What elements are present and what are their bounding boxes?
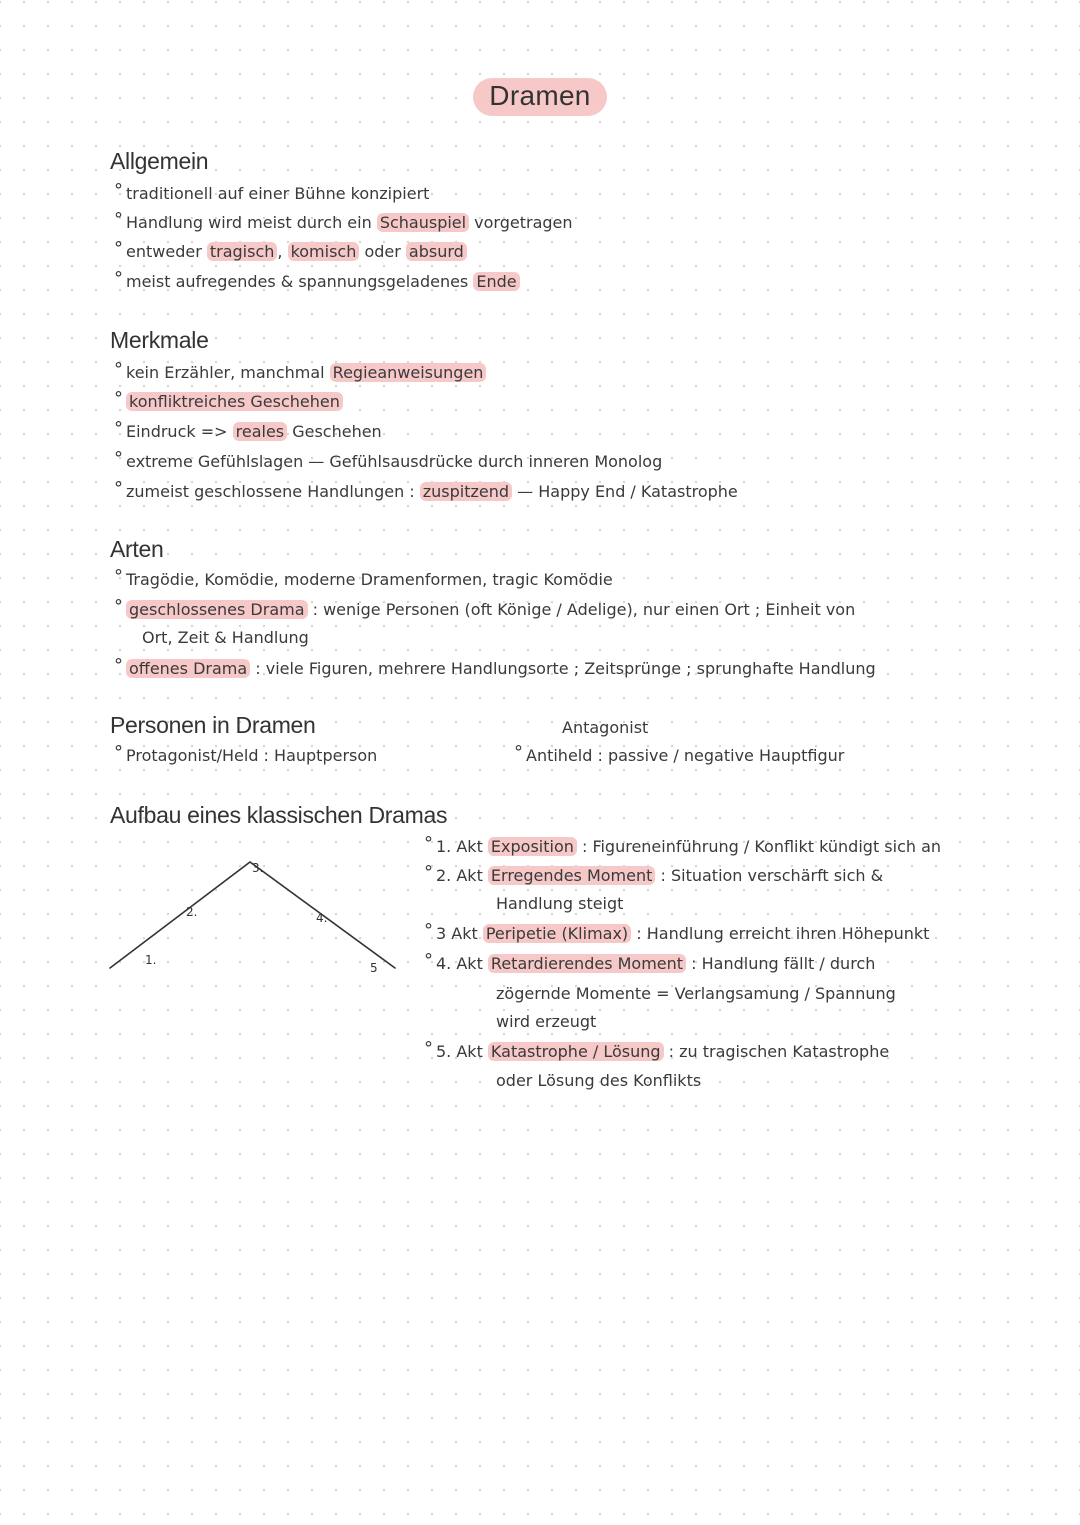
allgemein-bullet-3: [126, 242, 467, 262]
akt-4: [436, 954, 875, 974]
merkmale-bullet-1: [126, 363, 486, 383]
text: entweder: [126, 242, 207, 261]
highlight: reales: [233, 422, 288, 441]
highlight: Erregendes Moment: [488, 866, 655, 885]
highlight: Ende: [473, 272, 519, 291]
text: : Situation verschärft sich &: [655, 866, 884, 885]
text: : Handlung fällt / durch: [686, 954, 876, 973]
arten-bullet-1: ° Tragödie, Komödie, moderne Dramenformen, tragic Komödie: [126, 570, 613, 590]
text: 2. Akt: [436, 866, 488, 885]
freytag-pyramid-diagram: [100, 850, 410, 980]
text: Handlung wird meist durch ein: [126, 213, 377, 232]
merkmale-bullet-4: ° extreme Gefühlslagen — Gefühlsausdrücke durch inneren Monolog: [126, 452, 662, 472]
akt-3: [436, 924, 929, 944]
personen-protagonist: ° Protagonist/Held : Hauptperson: [126, 746, 377, 766]
text: — Happy End / Katastrophe: [512, 482, 738, 501]
highlight: offenes Drama: [126, 659, 250, 678]
text: : wenige Personen (oft Könige / Adelige), nur einen Ort ; Einheit von: [307, 600, 856, 619]
text: 3 Akt: [436, 924, 483, 943]
text: : Figureneinführung / Konflikt kündigt sich an: [576, 837, 942, 856]
allgemein-bullet-4: [126, 272, 520, 292]
section-heading-allgemein: Allgemein: [110, 148, 209, 174]
highlight: Exposition: [488, 837, 577, 856]
section-heading-arten: Arten: [110, 536, 164, 562]
arten-bullet-2-continued: Ort, Zeit & Handlung: [142, 628, 309, 647]
text: vorgetragen: [469, 213, 573, 232]
highlight: konfliktreiches Geschehen: [126, 392, 343, 411]
text: 1. Akt: [436, 837, 488, 856]
text: oder: [359, 242, 406, 261]
text: : zu tragischen Katastrophe: [663, 1042, 890, 1061]
text: Eindruck =>: [126, 422, 233, 441]
text: zumeist geschlossene Handlungen :: [126, 482, 420, 501]
section-heading-personen: Personen in Dramen: [110, 712, 316, 738]
highlight: Regieanweisungen: [330, 363, 487, 382]
highlight: komisch: [288, 242, 360, 261]
akt-4-continued-2: wird erzeugt: [496, 1012, 597, 1031]
text: : viele Figuren, mehrere Handlungsorte ; Zeitsprünge ; sprunghafte Handlung: [250, 659, 876, 678]
akt-2: [436, 866, 883, 886]
personen-antiheld: ° Antiheld : passive / negative Hauptfigur: [526, 746, 844, 766]
akt-2-continued: Handlung steigt: [496, 894, 624, 913]
antagonist-label: Antagonist: [562, 718, 649, 737]
diagram-label-2: 2.: [186, 905, 198, 919]
diagram-label-3: 3.: [252, 861, 264, 875]
diagram-label-5: 5: [370, 961, 378, 975]
diagram-label-4: 4.: [316, 911, 328, 925]
highlight: geschlossenes Drama: [126, 600, 308, 619]
highlight: Katastrophe / Lösung: [488, 1042, 664, 1061]
allgemein-bullet-1: ° traditionell auf einer Bühne konzipiert: [126, 184, 429, 204]
merkmale-bullet-5: [126, 482, 738, 502]
akt-4-continued-1: zögernde Momente = Verlangsamung / Spannung: [496, 984, 896, 1003]
text: Geschehen: [287, 422, 382, 441]
highlight: Retardierendes Moment: [488, 954, 686, 973]
highlight: Peripetie (Klimax): [483, 924, 631, 943]
arten-bullet-3: [126, 659, 876, 679]
text: 4. Akt: [436, 954, 488, 973]
title-wrap: [0, 78, 1080, 116]
arten-bullet-2: [126, 600, 855, 620]
section-heading-merkmale: Merkmale: [110, 327, 209, 353]
merkmale-bullet-3: [126, 422, 382, 442]
diagram-label-1: 1.: [145, 953, 157, 967]
page-title: Dramen: [473, 78, 606, 116]
highlight: absurd: [406, 242, 467, 261]
text: kein Erzähler, manchmal: [126, 363, 330, 382]
highlight: tragisch: [207, 242, 278, 261]
akt-5: [436, 1042, 889, 1062]
highlight: Schauspiel: [377, 213, 469, 232]
section-heading-aufbau: Aufbau eines klassischen Dramas: [110, 802, 448, 828]
akt-1: [436, 837, 941, 857]
text: ,: [277, 242, 288, 261]
akt-5-continued: oder Lösung des Konflikts: [496, 1071, 702, 1090]
merkmale-bullet-2: [126, 392, 343, 412]
highlight: zuspitzend: [420, 482, 512, 501]
text: 5. Akt: [436, 1042, 488, 1061]
text: meist aufregendes & spannungsgeladenes: [126, 272, 474, 291]
text: : Handlung erreicht ihren Höhepunkt: [631, 924, 930, 943]
allgemein-bullet-2: [126, 213, 573, 233]
